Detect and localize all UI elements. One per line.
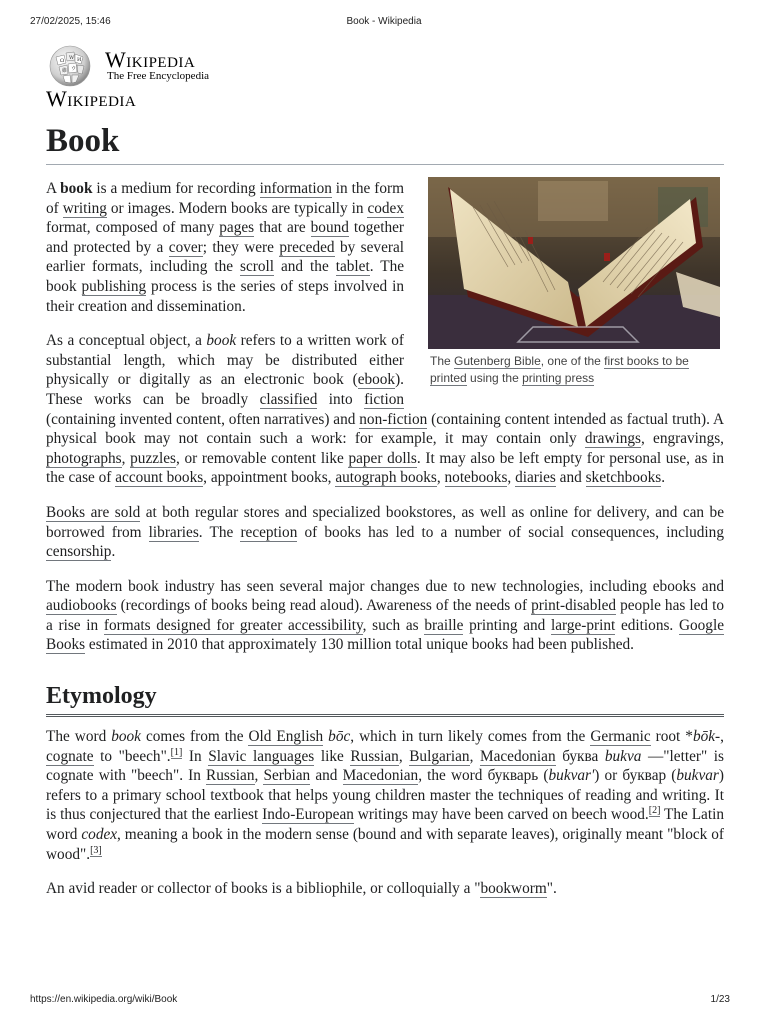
link-preceded[interactable]: preceded [279,238,335,256]
print-page-number: 1/23 [710,994,730,1005]
link-libraries[interactable]: libraries [148,523,199,541]
link-printing-press[interactable]: printing press [522,371,595,385]
link-autograph-books[interactable]: autograph books [335,469,437,487]
link-bulgarian[interactable]: Bulgarian [409,747,470,765]
print-datetime: 27/02/2025, 15:46 [30,16,111,27]
link-germanic[interactable]: Germanic [590,728,651,746]
link-slavic-languages[interactable]: Slavic languages [208,747,315,765]
svg-text:Ω: Ω [60,58,65,64]
link-sketchbooks[interactable]: sketchbooks [585,469,662,487]
wikipedia-logo[interactable] [46,43,306,87]
link-censorship[interactable]: censorship [46,543,112,561]
intro-paragraph-4: The modern book industry has seen several major changes due to new technologies, including ebooks and audiobooks (recordings of books being read aloud). Awareness of the needs of print-disabled people has led to a rise in formats designed for greater accessibility, such as braille printing and large-print editions. Google Books estimated in 2010 that approximately 130 million total unique books had been published. [46,577,724,654]
link-first-books-printed[interactable]: first books to be printed [430,354,689,385]
etymology-paragraph-2: An avid reader or collector of books is a bibliophile, or colloquially a "bookworm". [46,880,557,898]
link-diaries[interactable]: diaries [515,469,556,487]
svg-text:ウ: ウ [71,66,77,72]
link-paper-dolls[interactable]: paper dolls [348,449,417,467]
intro-paragraph-2: As a conceptual object, a book refers to a written work of substantial length, which may be distributed either physically or digitally as an electronic book (ebook). These works can be broadly classified into fiction (containing invented content, often narratives) and non-fiction (containing content intended as factual truth). A physical book may not contain such a work: for example, it may contain only drawings, engravings, photographs, puzzles, or removable content like paper dolls. It may also be left empty for personal use, as in the case of account books, appointment books, autograph books, notebooks, diaries and sketchbooks. [46,332,724,487]
etymology-paragraph-1: The word book comes from the Old English bōc, which in turn likely comes from the Germanic root *bōk-, cognate to "beech".[1] In Slavic languages like Russian, Bulgarian, Macedonian буква bukva —"letter" is cognate with "beech". In Russian, Serbian and Macedonian, the word букварь (bukvar') or буквар (bukvar) refers to a primary school textbook that helps young children master the techniques of reading and writing. It is thus conjectured that the earliest Indo-European writings may have been carved on beech wood.[2] The Latin word codex, meaning a book in the modern sense (bound and with separate leaves), originally meant "block of wood".[3] [46,728,724,863]
link-non-fiction[interactable]: non-fiction [359,410,428,428]
link-russian-2[interactable]: Russian [206,767,255,785]
link-ebook[interactable]: ebook [357,371,396,389]
link-serbian[interactable]: Serbian [263,767,311,785]
link-braille[interactable]: braille [424,616,464,634]
print-page-title: Book - Wikipedia [346,16,422,27]
wikipedia-wordmark-repeat: Wikipedia [46,86,137,111]
intro-paragraph-1: A book is a medium for recording information in the form of writing or images. Modern books are typically in codex format, composed of many pages that are bound together and protected by a cover; they were preceded by several earlier formats, including the scroll and the tablet. The book publishing process is the series of steps involved in their creation and dissemination. [46,180,405,315]
figure-caption: The Gutenberg Bible, one of the first books to be printed using the printing press [430,354,689,385]
print-footer [30,994,730,1008]
link-publishing[interactable]: publishing [81,277,147,295]
svg-text:W: W [69,55,75,61]
link-audiobooks[interactable]: audiobooks [46,597,117,615]
link-russian[interactable]: Russian [350,747,399,765]
wikipedia-wordmark: Wikipedia [105,47,196,72]
link-account-books[interactable]: account books [115,469,204,487]
link-cover[interactable]: cover [168,238,203,256]
link-bookworm[interactable]: bookworm [480,880,547,898]
wikipedia-tagline: The Free Encyclopedia [107,70,210,82]
link-accessible-formats[interactable]: formats designed for greater accessibility [103,616,363,634]
link-fiction[interactable]: fiction [364,390,404,408]
section-heading-etymology: Etymology [46,681,724,717]
link-writing[interactable]: writing [62,199,107,217]
page-title: Book [46,118,724,165]
intro-paragraph-3: Books are sold at both regular stores and specialized bookstores, as well as online for delivery, and can be borrowed from libraries. The reception of books has led to a number of social consequences, including censorship. [46,503,724,561]
link-puzzles[interactable]: puzzles [130,449,177,467]
article-content [46,118,724,914]
link-google-books[interactable]: Google Books [46,616,724,654]
link-cognate[interactable]: cognate [46,747,94,765]
link-macedonian[interactable]: Macedonian [479,747,556,765]
link-classified[interactable]: classified [259,390,318,408]
link-macedonian-2[interactable]: Macedonian [342,767,419,785]
link-drawings[interactable]: drawings [584,430,641,448]
gutenberg-bible-figure [428,177,720,387]
wikipedia-globe-icon [46,43,94,87]
link-notebooks[interactable]: notebooks [444,469,508,487]
svg-text:維: 維 [62,68,68,74]
link-pages[interactable]: pages [219,219,255,237]
link-codex[interactable]: codex [367,199,404,217]
link-indo-european[interactable]: Indo-European [262,806,354,824]
link-bound[interactable]: bound [310,219,349,237]
print-header [30,16,738,30]
link-information[interactable]: information [259,180,332,197]
link-photographs[interactable]: photographs [46,449,122,467]
link-gutenberg-bible[interactable]: Gutenberg Bible [454,354,541,368]
citation-1[interactable]: [1] [170,746,183,758]
link-old-english[interactable]: Old English [248,728,324,746]
citation-2[interactable]: [2] [648,805,661,817]
svg-text:И: И [77,57,82,63]
link-scroll[interactable]: scroll [240,258,274,276]
link-books-are-sold[interactable]: Books are sold [46,503,141,521]
link-tablet[interactable]: tablet [335,258,370,276]
print-url: https://en.wikipedia.org/wiki/Book [30,994,178,1005]
gutenberg-bible-photo[interactable] [428,177,720,349]
link-reception[interactable]: reception [240,523,298,541]
link-print-disabled[interactable]: print-disabled [531,597,617,615]
link-large-print[interactable]: large-print [551,616,616,634]
citation-3[interactable]: [3] [90,844,102,856]
